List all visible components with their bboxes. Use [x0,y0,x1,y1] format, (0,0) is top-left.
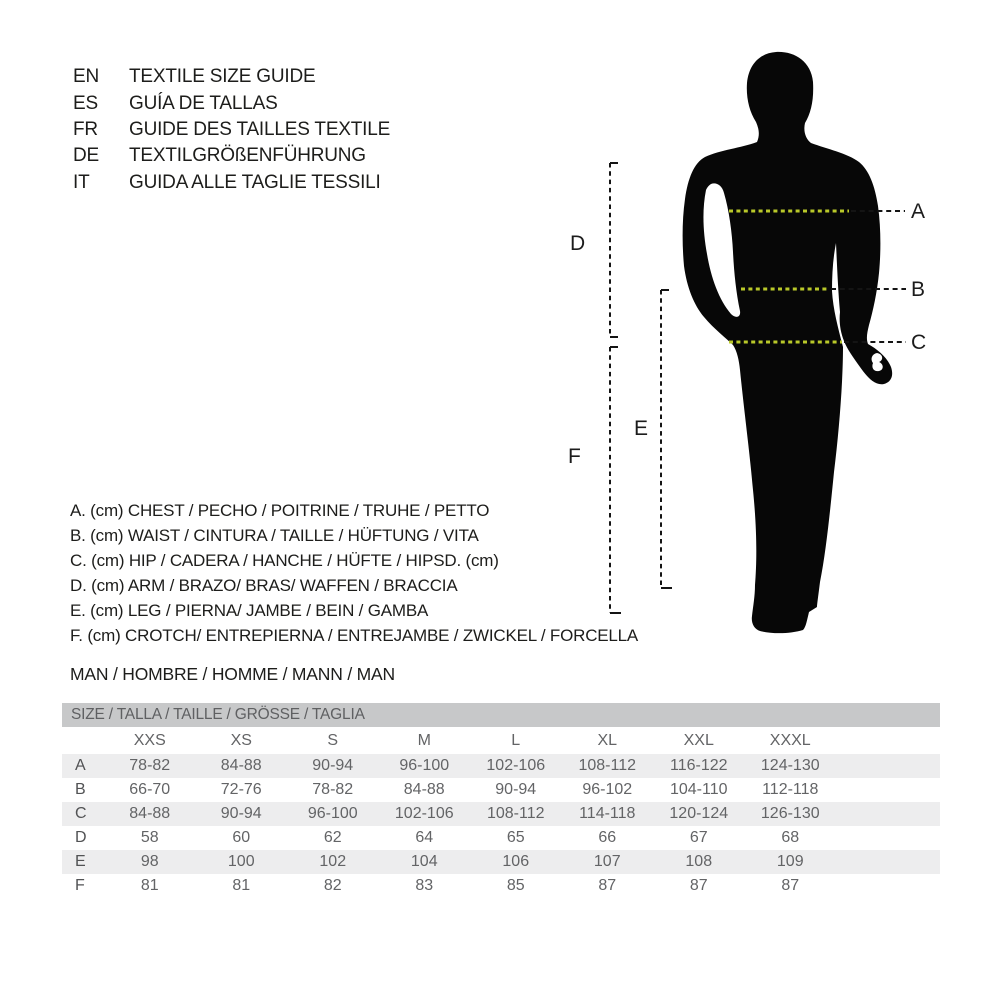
cell: 102-106 [486,757,546,774]
language-code: DE [73,145,99,167]
label-leg-E: E [634,417,649,440]
row-label: C [75,805,87,822]
cell: 58 [140,829,159,846]
col-header-xs: XS [230,731,252,749]
cell: 84-88 [403,781,445,798]
language-code: EN [73,66,99,88]
language-code: ES [73,92,98,114]
cell: 64 [415,829,434,846]
cell: 102-106 [394,805,454,822]
label-waist-B: B [911,278,926,301]
col-header-xl: XL [597,731,618,749]
col-header-l: L [511,731,521,749]
cell: 83 [415,877,434,894]
cell: 126-130 [760,805,820,822]
cell: 72-76 [220,781,262,798]
guide-title: GUIDA ALLE TAGLIE TESSILI [129,171,381,193]
cell: 108-112 [486,805,545,822]
language-code: FR [73,118,98,140]
legend-line-leg: E. (cm) LEG / PIERNA/ JAMBE / BEIN / GAMBA [70,600,429,620]
cell: 84-88 [220,757,262,774]
label-arm-D: D [570,232,586,255]
cell: 82 [323,877,342,894]
col-header-xxs: XXS [133,731,166,749]
cell: 102 [319,853,347,870]
cell: 87 [689,877,708,894]
cell: 60 [232,829,251,846]
row-label: D [75,829,87,846]
cell: 62 [323,829,342,846]
cell: 78-82 [312,781,354,798]
cell: 81 [232,877,251,894]
col-header-xxl: XXL [683,731,714,749]
cell: 100 [227,853,255,870]
cell: 108-112 [578,757,637,774]
row-label: A [75,757,86,774]
cell: 96-100 [399,757,450,774]
cell: 68 [781,829,800,846]
table-row [62,874,940,898]
size-table-title-bar: SIZE / TALLA / TAILLE / GRÖSSE / TAGLIA [62,703,940,727]
cell: 124-130 [760,757,820,774]
cell: 84-88 [129,805,171,822]
cell: 87 [781,877,800,894]
table-row [62,778,940,802]
cell: 112-118 [762,781,819,798]
guide-title: GUÍA DE TALLAS [129,92,278,114]
cell: 108 [685,853,713,870]
table-row [62,754,940,778]
category-title: MAN / HOMBRE / HOMME / MANN / MAN [70,664,395,684]
cell: 116-122 [669,757,728,774]
size-table [62,703,940,898]
cell: 90-94 [220,805,262,822]
label-crotch-F: F [568,445,581,468]
legend-line-waist: B. (cm) WAIST / CINTURA / TAILLE / HÜFTUNG / VITA [70,525,479,545]
legend-line-crotch: F. (cm) CROTCH/ ENTREPIERNA / ENTREJAMBE / ZWICKEL / FORCELLA [70,625,639,645]
cell: 106 [502,853,530,870]
guide-title: GUIDE DES TAILLES TEXTILE [129,118,391,140]
cell: 85 [506,877,525,894]
table-row [62,850,940,874]
cell: 90-94 [495,781,537,798]
col-header-m: M [417,731,431,749]
legend-line-arm: D. (cm) ARM / BRAZO/ BRAS/ WAFFEN / BRACCIA [70,575,458,595]
man-silhouette [683,52,893,633]
label-chest-A: A [911,200,926,223]
guide-title: TEXTILE SIZE GUIDE [129,66,316,88]
size-table-column-headers [62,727,940,754]
legend-line-hip: C. (cm) HIP / CADERA / HANCHE / HÜFTE / HIPSD. (cm) [70,550,499,570]
cell: 96-100 [307,805,358,822]
col-header-xxxl: XXXL [769,731,811,749]
cell: 104 [410,853,438,870]
cell: 78-82 [129,757,171,774]
label-hip-C: C [911,331,927,354]
cell: 107 [593,853,621,870]
cell: 65 [506,829,525,846]
cell: 104-110 [669,781,728,798]
measurement-legend [70,498,638,648]
legend-line-chest: A. (cm) CHEST / PECHO / POITRINE / TRUHE / PETTO [70,500,490,520]
cell: 81 [140,877,159,894]
table-row [62,802,940,826]
col-header-s: S [327,731,339,749]
row-label: B [75,781,86,798]
row-label: E [75,853,86,870]
cell: 66-70 [129,781,171,798]
cell: 87 [598,877,617,894]
row-label: F [75,877,85,894]
cell: 98 [140,853,159,870]
language-code: IT [73,171,90,193]
cell: 114-118 [579,805,636,822]
cell: 96-102 [582,781,633,798]
cell: 120-124 [669,805,729,822]
cell: 109 [776,853,804,870]
cell: 66 [598,829,617,846]
cell: 67 [689,829,708,846]
table-row [62,826,940,850]
cell: 90-94 [312,757,354,774]
guide-title: TEXTILGRÖßENFÜHRUNG [129,145,366,167]
